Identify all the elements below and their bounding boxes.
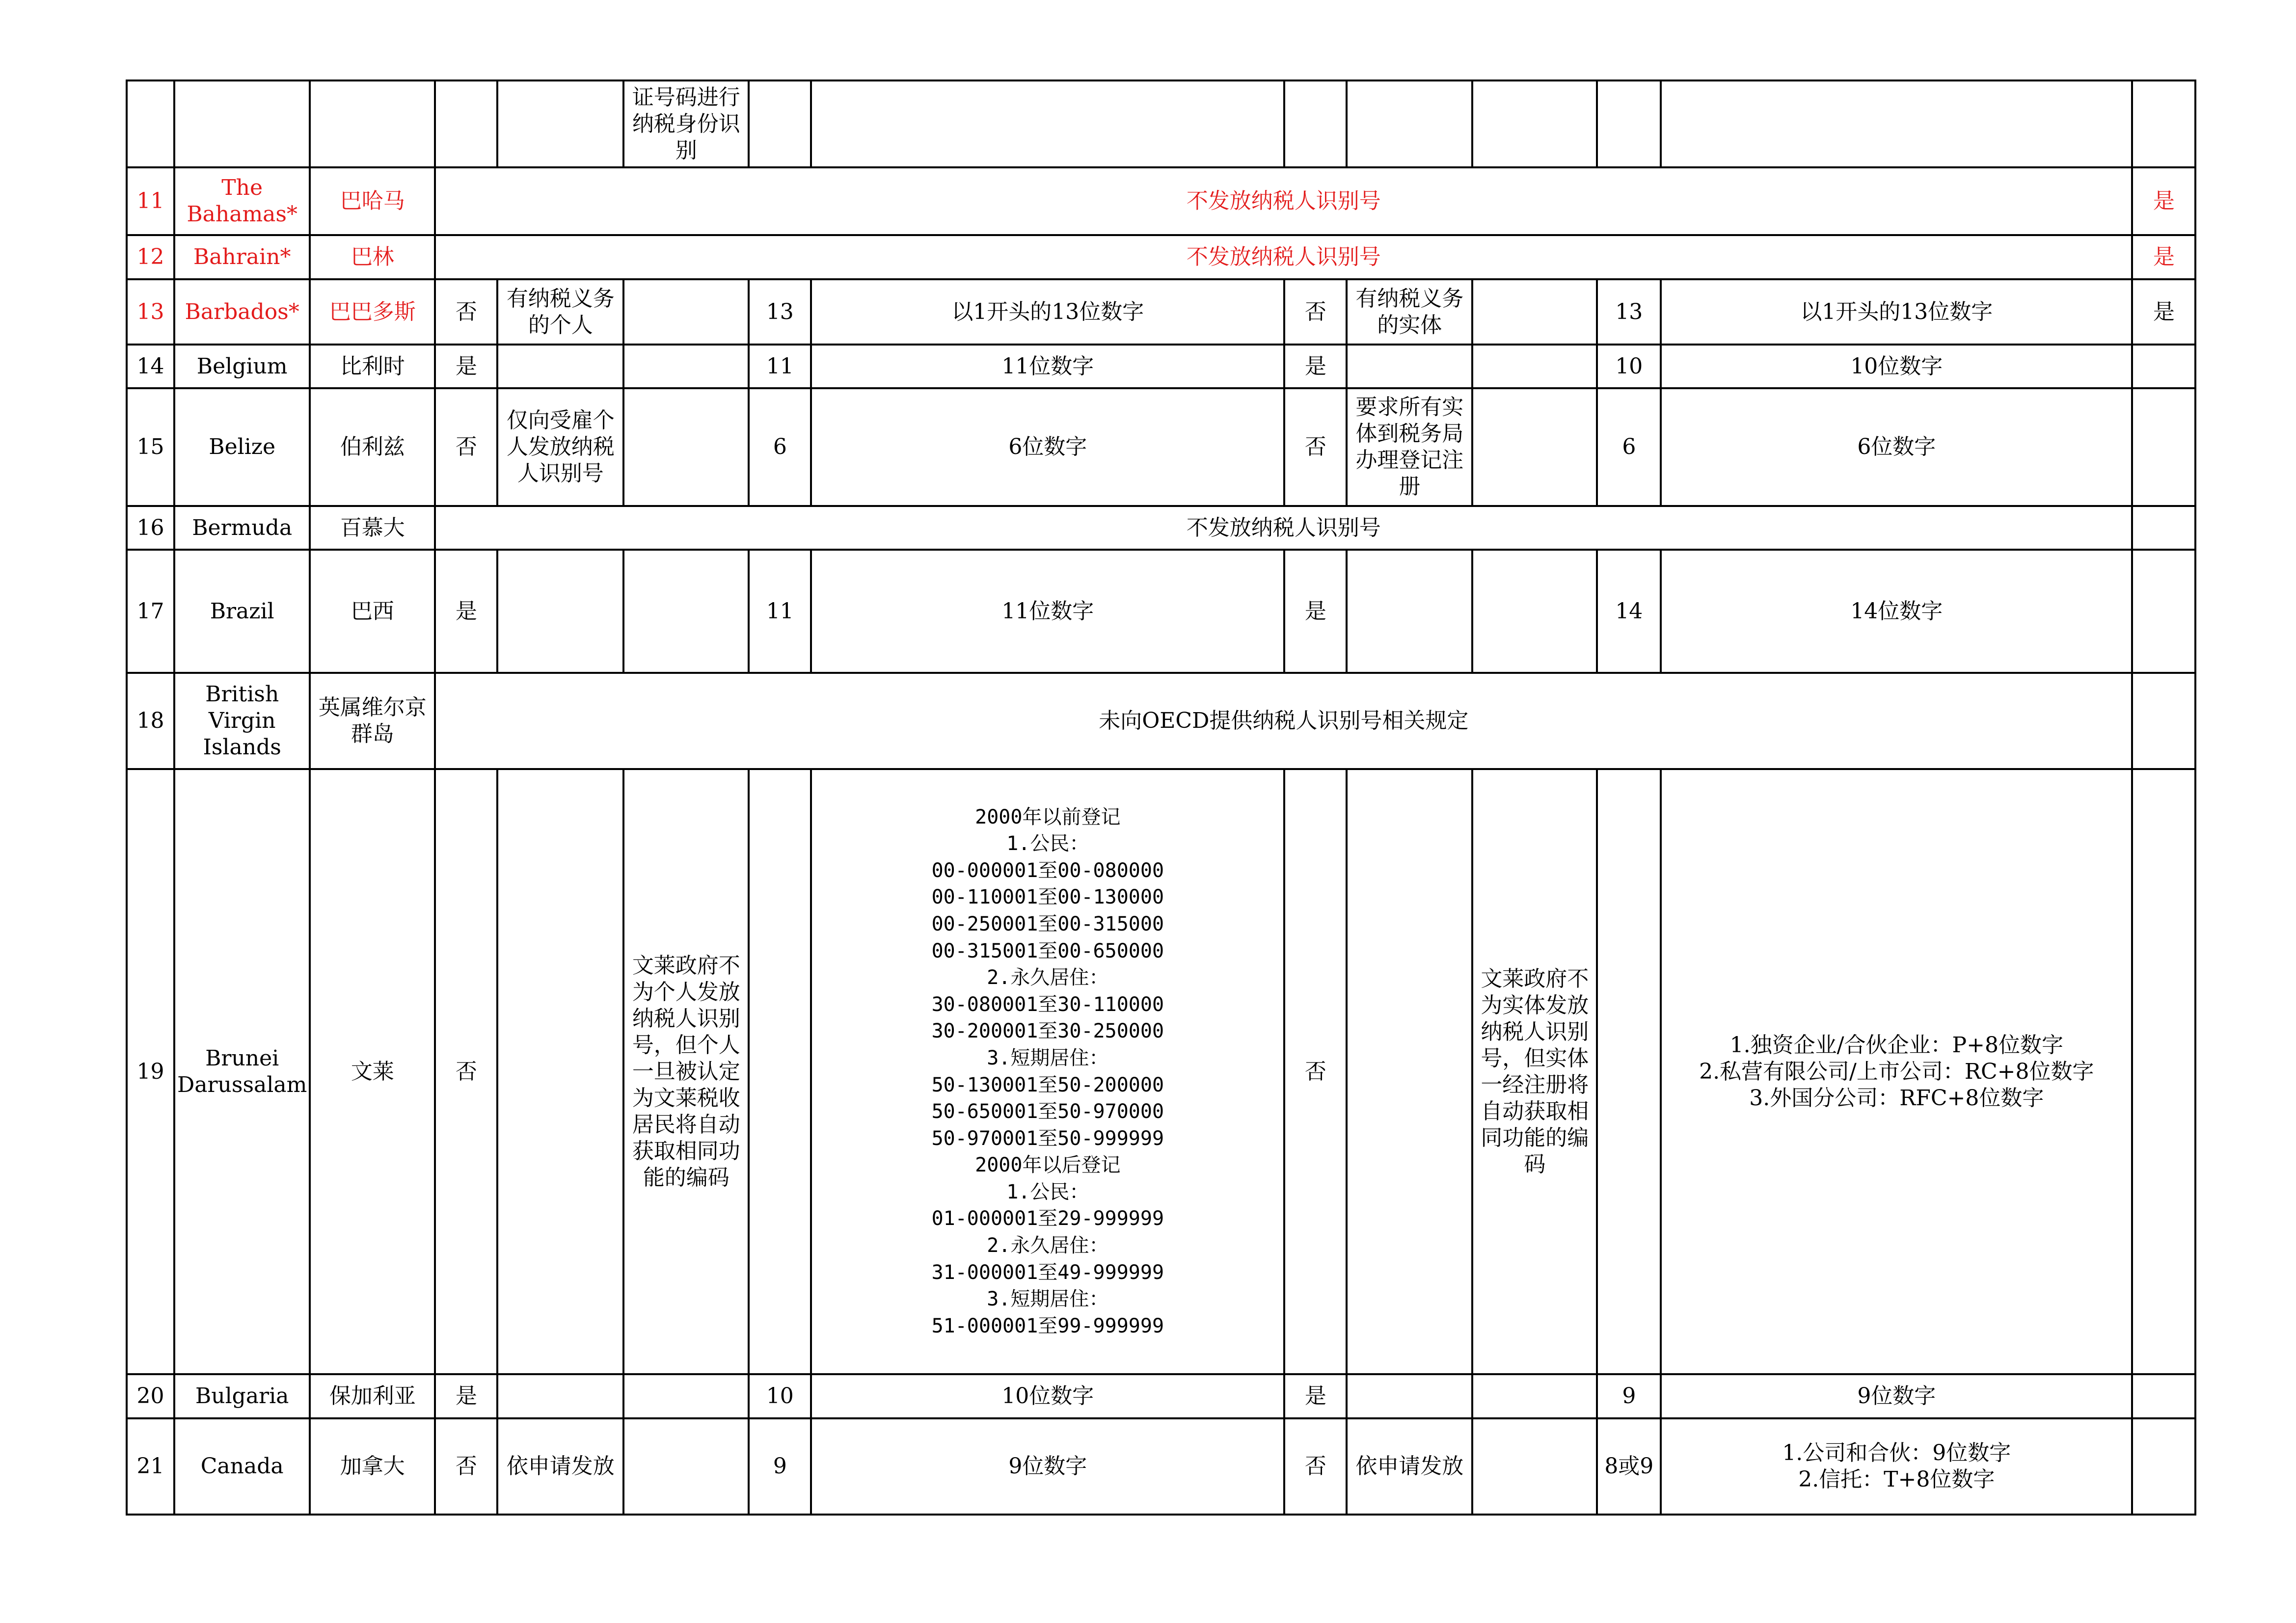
entity-format: 14位数字 bbox=[1661, 550, 2132, 673]
entity-issued: 是 bbox=[1284, 550, 1347, 673]
country-name-en: Belgium bbox=[174, 345, 310, 388]
individual-note: 证号码进行 纳税身份识 别 bbox=[623, 80, 749, 167]
row-number: 21 bbox=[127, 1418, 174, 1515]
flag-cell bbox=[2132, 550, 2195, 673]
entity-note-extra bbox=[1472, 1374, 1597, 1418]
flag-cell bbox=[2132, 673, 2195, 769]
entity-note-extra bbox=[1472, 550, 1597, 673]
individual-issued: 否 bbox=[435, 769, 497, 1374]
merged-note: 未向OECD提供纳税人识别号相关规定 bbox=[435, 673, 2132, 769]
country-name-cn: 保加利亚 bbox=[310, 1374, 435, 1418]
entity-format: 6位数字 bbox=[1661, 388, 2132, 506]
individual-length: 9 bbox=[749, 1418, 811, 1515]
individual-note-extra bbox=[623, 279, 749, 345]
table-row bbox=[127, 345, 2195, 388]
table-row bbox=[127, 1374, 2195, 1418]
individual-issued: 是 bbox=[435, 1374, 497, 1418]
row-number: 16 bbox=[127, 506, 174, 550]
table-row bbox=[127, 769, 2195, 1374]
table-row bbox=[127, 167, 2195, 235]
table-row bbox=[127, 235, 2195, 279]
row-number: 20 bbox=[127, 1374, 174, 1418]
country-name-en: British Virgin Islands bbox=[174, 673, 310, 769]
row-number: 17 bbox=[127, 550, 174, 673]
individual-note-extra: 文莱政府不 为个人发放 纳税人识别 号，但个人 一旦被认定 为文莱税收 居民将自动 获取相同功 能的编码 bbox=[623, 769, 749, 1374]
flag-cell bbox=[2132, 388, 2195, 506]
row-number: 14 bbox=[127, 345, 174, 388]
merged-note: 不发放纳税人识别号 bbox=[435, 235, 2132, 279]
entity-note-extra bbox=[1472, 1418, 1597, 1515]
individual-format: 6位数字 bbox=[811, 388, 1284, 506]
entity-length: 14 bbox=[1597, 550, 1661, 673]
entity-note-extra bbox=[1472, 388, 1597, 506]
table-row bbox=[127, 673, 2195, 769]
flag-cell: 是 bbox=[2132, 167, 2195, 235]
entity-note: 要求所有实 体到税务局 办理登记注 册 bbox=[1347, 388, 1472, 506]
country-name-cn: 巴西 bbox=[310, 550, 435, 673]
flag-cell: 是 bbox=[2132, 279, 2195, 345]
country-name-cn: 伯利兹 bbox=[310, 388, 435, 506]
tin-table bbox=[126, 80, 2196, 1516]
country-name-cn: 文莱 bbox=[310, 769, 435, 1374]
individual-format: 11位数字 bbox=[811, 345, 1284, 388]
row-number: 13 bbox=[127, 279, 174, 345]
country-name-cn: 巴哈马 bbox=[310, 167, 435, 235]
country-name-en: The Bahamas* bbox=[174, 167, 310, 235]
entity-length: 6 bbox=[1597, 388, 1661, 506]
entity-note bbox=[1347, 550, 1472, 673]
individual-note-extra bbox=[623, 345, 749, 388]
country-name-cn: 英属维尔京 群岛 bbox=[310, 673, 435, 769]
flag-cell bbox=[2132, 1418, 2195, 1515]
country-name-cn: 巴林 bbox=[310, 235, 435, 279]
individual-length: 11 bbox=[749, 345, 811, 388]
individual-format: 以1开头的13位数字 bbox=[811, 279, 1284, 345]
merged-note: 不发放纳税人识别号 bbox=[435, 506, 2132, 550]
entity-issued: 否 bbox=[1284, 388, 1347, 506]
entity-note-extra bbox=[1472, 345, 1597, 388]
individual-note: 有纳税义务 的个人 bbox=[497, 279, 623, 345]
country-name-cn: 比利时 bbox=[310, 345, 435, 388]
entity-note bbox=[1347, 1374, 1472, 1418]
entity-length: 13 bbox=[1597, 279, 1661, 345]
country-name-en: Belize bbox=[174, 388, 310, 506]
country-name-en: Brazil bbox=[174, 550, 310, 673]
individual-note bbox=[497, 769, 623, 1374]
individual-note-extra bbox=[623, 550, 749, 673]
table-row bbox=[127, 80, 2195, 167]
country-name-cn: 巴巴多斯 bbox=[310, 279, 435, 345]
individual-note-extra bbox=[623, 388, 749, 506]
table-row bbox=[127, 388, 2195, 506]
flag-cell bbox=[2132, 769, 2195, 1374]
individual-length: 6 bbox=[749, 388, 811, 506]
individual-length: 10 bbox=[749, 1374, 811, 1418]
table-row bbox=[127, 1418, 2195, 1515]
individual-note-extra bbox=[623, 1418, 749, 1515]
country-name-en: Bermuda bbox=[174, 506, 310, 550]
entity-length: 10 bbox=[1597, 345, 1661, 388]
country-name-cn: 百慕大 bbox=[310, 506, 435, 550]
table-row bbox=[127, 550, 2195, 673]
entity-length: 9 bbox=[1597, 1374, 1661, 1418]
entity-issued: 否 bbox=[1284, 769, 1347, 1374]
individual-issued: 否 bbox=[435, 279, 497, 345]
individual-issued: 是 bbox=[435, 345, 497, 388]
entity-note bbox=[1347, 345, 1472, 388]
entity-issued: 否 bbox=[1284, 1418, 1347, 1515]
row-number: 15 bbox=[127, 388, 174, 506]
entity-issued: 是 bbox=[1284, 1374, 1347, 1418]
country-name-cn: 加拿大 bbox=[310, 1418, 435, 1515]
country-name-en: Bulgaria bbox=[174, 1374, 310, 1418]
entity-note: 依申请发放 bbox=[1347, 1418, 1472, 1515]
entity-format: 10位数字 bbox=[1661, 345, 2132, 388]
entity-format: 以1开头的13位数字 bbox=[1661, 279, 2132, 345]
table-row bbox=[127, 506, 2195, 550]
row-number: 19 bbox=[127, 769, 174, 1374]
entity-format: 1.独资企业/合伙企业：P+8位数字 2.私营有限公司/上市公司：RC+8位数字 3.外国分公司：RFC+8位数字 bbox=[1661, 769, 2132, 1374]
entity-note-extra bbox=[1472, 279, 1597, 345]
entity-length bbox=[1597, 769, 1661, 1374]
entity-format: 1.公司和合伙：9位数字 2.信托：T+8位数字 bbox=[1661, 1418, 2132, 1515]
entity-issued: 是 bbox=[1284, 345, 1347, 388]
row-number: 12 bbox=[127, 235, 174, 279]
individual-length: 13 bbox=[749, 279, 811, 345]
table-row bbox=[127, 279, 2195, 345]
entity-format: 9位数字 bbox=[1661, 1374, 2132, 1418]
individual-issued: 否 bbox=[435, 388, 497, 506]
merged-note: 不发放纳税人识别号 bbox=[435, 167, 2132, 235]
flag-cell bbox=[2132, 1374, 2195, 1418]
entity-issued: 否 bbox=[1284, 279, 1347, 345]
individual-format: 9位数字 bbox=[811, 1418, 1284, 1515]
individual-format: 2000年以前登记 1.公民： 00-000001至00-080000 00-110001至00-130000 00-250001至00-315000 00-315001至00-650000 2.永久居住： 30-080001至30-110000 30-200001至30-250000 3.短期居住： 50-130001至50-200000 50-650001至50-970000 50-970001至50-999999 2000年以后登记 1.公民： 01-000001至29-999999 2.永久居住： 31-000001至49-999999 3.短期居住： 51-000001至99-999999 bbox=[811, 769, 1284, 1374]
entity-note: 有纳税义务 的实体 bbox=[1347, 279, 1472, 345]
entity-note bbox=[1347, 769, 1472, 1374]
flag-cell bbox=[2132, 506, 2195, 550]
entity-note-extra: 文莱政府不 为实体发放 纳税人识别 号，但实体 一经注册将 自动获取相 同功能的编 码 bbox=[1472, 769, 1597, 1374]
individual-issued: 否 bbox=[435, 1418, 497, 1515]
individual-note: 仅向受雇个 人发放纳税 人识别号 bbox=[497, 388, 623, 506]
individual-format: 11位数字 bbox=[811, 550, 1284, 673]
flag-cell bbox=[2132, 345, 2195, 388]
individual-note: 依申请发放 bbox=[497, 1418, 623, 1515]
country-name-en: Canada bbox=[174, 1418, 310, 1515]
individual-length bbox=[749, 769, 811, 1374]
entity-length: 8或9 bbox=[1597, 1418, 1661, 1515]
individual-note bbox=[497, 345, 623, 388]
individual-format: 10位数字 bbox=[811, 1374, 1284, 1418]
individual-note bbox=[497, 1374, 623, 1418]
individual-length: 11 bbox=[749, 550, 811, 673]
individual-note-extra bbox=[623, 1374, 749, 1418]
country-name-en: Brunei Darussalam bbox=[174, 769, 310, 1374]
row-number: 11 bbox=[127, 167, 174, 235]
flag-cell: 是 bbox=[2132, 235, 2195, 279]
row-number: 18 bbox=[127, 673, 174, 769]
country-name-en: Bahrain* bbox=[174, 235, 310, 279]
individual-issued: 是 bbox=[435, 550, 497, 673]
country-name-en: Barbados* bbox=[174, 279, 310, 345]
individual-note bbox=[497, 550, 623, 673]
